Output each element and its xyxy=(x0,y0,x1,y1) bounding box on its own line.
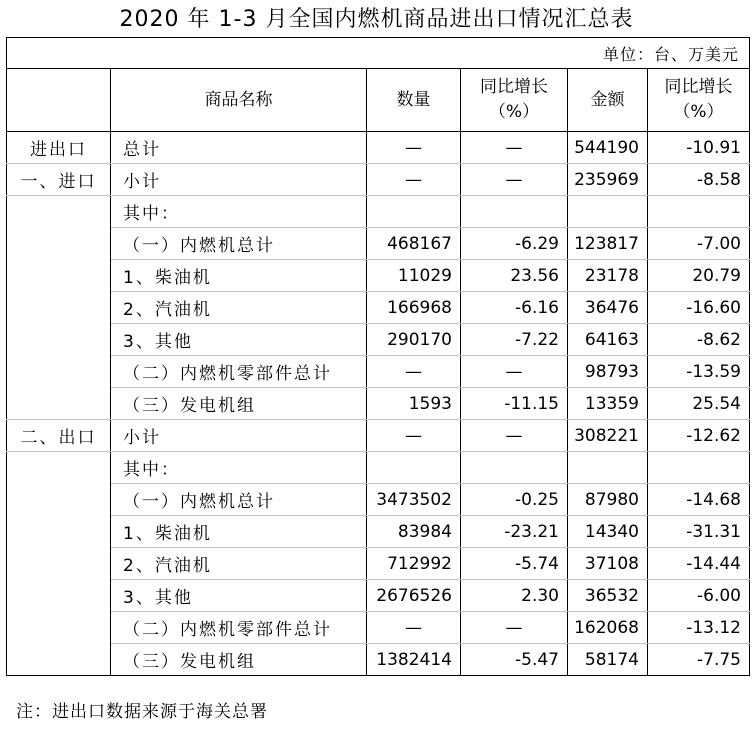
row-category xyxy=(7,516,111,548)
table-row xyxy=(7,644,750,676)
row-amount: 14340 xyxy=(568,516,648,548)
row-qty-yoy: — xyxy=(461,164,568,196)
row-name: 2、汽油机 xyxy=(111,548,367,580)
header-category xyxy=(7,69,111,132)
row-name: 2、汽油机 xyxy=(111,292,367,324)
row-name: （一）内燃机总计 xyxy=(111,484,367,516)
row-category xyxy=(7,196,111,228)
row-amt-yoy: -31.31 xyxy=(648,516,750,548)
row-name: 其中： xyxy=(111,196,367,228)
row-amount: 544190 xyxy=(568,132,648,164)
row-category xyxy=(7,644,111,676)
header-qty: 数量 xyxy=(367,69,461,132)
unit-label: 单位：台、万美元 xyxy=(602,45,739,64)
row-name: （一）内燃机总计 xyxy=(111,228,367,260)
row-qty-yoy: -23.21 xyxy=(461,516,568,548)
row-amount: 36476 xyxy=(568,292,648,324)
row-name: （二）内燃机零部件总计 xyxy=(111,612,367,644)
row-qty-yoy: 23.56 xyxy=(461,260,568,292)
header-row xyxy=(7,69,750,132)
row-name: （二）内燃机零部件总计 xyxy=(111,356,367,388)
row-amt-yoy: -6.00 xyxy=(648,580,750,612)
header-qty-yoy-line1: 同比增长 xyxy=(480,77,548,97)
row-amount: 308221 xyxy=(568,420,648,452)
row-category xyxy=(7,612,111,644)
row-qty-yoy: — xyxy=(461,356,568,388)
row-category: 二、出口 xyxy=(7,420,111,452)
header-amount: 金额 xyxy=(568,69,648,132)
row-amount: 13359 xyxy=(568,388,648,420)
row-amount xyxy=(568,196,648,228)
row-qty: 1382414 xyxy=(367,644,461,676)
row-qty: 166968 xyxy=(367,292,461,324)
header-name: 商品名称 xyxy=(111,69,367,132)
row-qty: 3473502 xyxy=(367,484,461,516)
row-category xyxy=(7,356,111,388)
row-qty: 468167 xyxy=(367,228,461,260)
row-qty: 712992 xyxy=(367,548,461,580)
row-qty: 2676526 xyxy=(367,580,461,612)
row-amt-yoy: -10.91 xyxy=(648,132,750,164)
row-category xyxy=(7,548,111,580)
row-amt-yoy: -13.59 xyxy=(648,356,750,388)
row-amount: 98793 xyxy=(568,356,648,388)
row-qty-yoy: -5.74 xyxy=(461,548,568,580)
table-row xyxy=(7,484,750,516)
header-amt-yoy-line1: 同比增长 xyxy=(664,77,733,97)
row-name: 其中： xyxy=(111,452,367,484)
table-row xyxy=(7,324,750,356)
row-category xyxy=(7,452,111,484)
row-amt-yoy: -7.75 xyxy=(648,644,750,676)
row-name: 3、其他 xyxy=(111,580,367,612)
row-qty-yoy xyxy=(461,196,568,228)
row-qty-yoy: -11.15 xyxy=(461,388,568,420)
row-name: 小计 xyxy=(111,164,367,196)
table-row xyxy=(7,612,750,644)
row-name: （三）发电机组 xyxy=(111,644,367,676)
table-row xyxy=(7,260,750,292)
row-amt-yoy: -7.00 xyxy=(648,228,750,260)
row-amt-yoy: -8.62 xyxy=(648,324,750,356)
header-amt-yoy xyxy=(648,69,750,132)
row-qty: — xyxy=(367,356,461,388)
row-amt-yoy xyxy=(648,196,750,228)
row-qty-yoy: 2.30 xyxy=(461,580,568,612)
page-title: 2020 年 1-3 月全国内燃机商品进出口情况汇总表 xyxy=(119,7,634,32)
row-category xyxy=(7,388,111,420)
row-category xyxy=(7,260,111,292)
table-row xyxy=(7,388,750,420)
table-row xyxy=(7,292,750,324)
row-amount: 87980 xyxy=(568,484,648,516)
row-qty-yoy: -0.25 xyxy=(461,484,568,516)
header-qty-yoy xyxy=(461,69,568,132)
row-amt-yoy xyxy=(648,452,750,484)
row-qty: 1593 xyxy=(367,388,461,420)
row-qty: — xyxy=(367,132,461,164)
header-amt-yoy-line2: （%） xyxy=(673,102,724,122)
row-name: 总计 xyxy=(111,132,367,164)
row-qty: 83984 xyxy=(367,516,461,548)
row-qty xyxy=(367,452,461,484)
row-amt-yoy: -16.60 xyxy=(648,292,750,324)
row-qty: 290170 xyxy=(367,324,461,356)
table-row xyxy=(7,452,750,484)
row-amount: 37108 xyxy=(568,548,648,580)
row-name: 1、柴油机 xyxy=(111,260,367,292)
row-category xyxy=(7,484,111,516)
row-amount: 123817 xyxy=(568,228,648,260)
table-row xyxy=(7,516,750,548)
row-name: （三）发电机组 xyxy=(111,388,367,420)
row-qty: 11029 xyxy=(367,260,461,292)
row-category: 一、进口 xyxy=(7,164,111,196)
row-amt-yoy: -13.12 xyxy=(648,612,750,644)
row-amount: 58174 xyxy=(568,644,648,676)
footnote: 注：进出口数据来源于海关总署 xyxy=(16,702,268,722)
table-row xyxy=(7,196,750,228)
row-qty-yoy: — xyxy=(461,612,568,644)
row-qty-yoy: — xyxy=(461,132,568,164)
row-amount xyxy=(568,452,648,484)
row-amount: 64163 xyxy=(568,324,648,356)
row-category: 进出口 xyxy=(7,132,111,164)
row-qty-yoy: — xyxy=(461,420,568,452)
row-qty-yoy: -7.22 xyxy=(461,324,568,356)
row-amount: 23178 xyxy=(568,260,648,292)
row-category xyxy=(7,324,111,356)
table-row xyxy=(7,420,750,452)
row-category xyxy=(7,228,111,260)
row-amt-yoy: -14.68 xyxy=(648,484,750,516)
row-amt-yoy: -14.44 xyxy=(648,548,750,580)
row-category xyxy=(7,580,111,612)
row-qty xyxy=(367,196,461,228)
header-qty-yoy-line2: （%） xyxy=(488,102,540,122)
row-qty-yoy: -6.16 xyxy=(461,292,568,324)
row-amount: 235969 xyxy=(568,164,648,196)
row-amt-yoy: -8.58 xyxy=(648,164,750,196)
table-row xyxy=(7,164,750,196)
row-qty: — xyxy=(367,420,461,452)
trade-summary-table xyxy=(6,37,750,676)
row-qty-yoy: -6.29 xyxy=(461,228,568,260)
table-row xyxy=(7,548,750,580)
table-row xyxy=(7,580,750,612)
table-row xyxy=(7,132,750,164)
row-name: 1、柴油机 xyxy=(111,516,367,548)
row-amount: 36532 xyxy=(568,580,648,612)
row-qty: — xyxy=(367,164,461,196)
table-row xyxy=(7,228,750,260)
row-category xyxy=(7,292,111,324)
table-row xyxy=(7,356,750,388)
row-amt-yoy: 20.79 xyxy=(648,260,750,292)
row-qty: — xyxy=(367,612,461,644)
row-name: 3、其他 xyxy=(111,324,367,356)
row-amt-yoy: -12.62 xyxy=(648,420,750,452)
row-name: 小计 xyxy=(111,420,367,452)
row-qty-yoy xyxy=(461,452,568,484)
row-amount: 162068 xyxy=(568,612,648,644)
row-qty-yoy: -5.47 xyxy=(461,644,568,676)
row-amt-yoy: 25.54 xyxy=(648,388,750,420)
